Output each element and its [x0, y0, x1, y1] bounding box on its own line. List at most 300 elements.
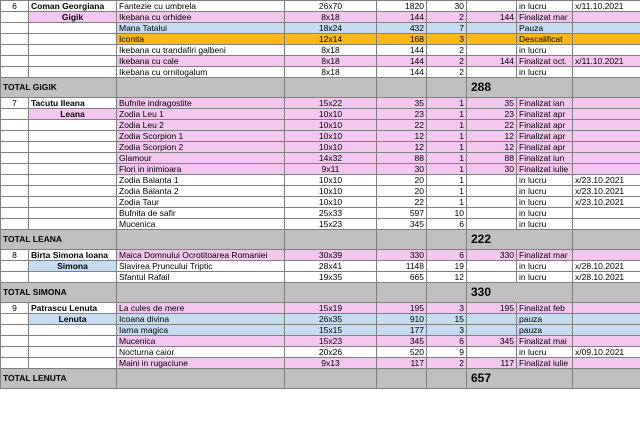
artist-name-empty[interactable] [29, 45, 117, 56]
size-cell[interactable]: 28x41 [285, 261, 377, 272]
size-cell[interactable]: 10x10 [285, 131, 377, 142]
row-index-empty[interactable] [1, 186, 29, 197]
row-index-empty[interactable] [1, 131, 29, 142]
artist-name[interactable]: Tacutu Ileana [29, 98, 117, 109]
date-cell[interactable] [573, 131, 640, 142]
quantity-cell[interactable]: 1 [427, 120, 467, 131]
quantity-cell[interactable]: 2 [427, 12, 467, 23]
size-cell[interactable]: 10x10 [285, 175, 377, 186]
size-cell[interactable]: 10x10 [285, 109, 377, 120]
value-cell[interactable]: 30 [467, 164, 517, 175]
status-cell[interactable]: Descalificat [517, 34, 573, 45]
total-empty-cell[interactable] [377, 283, 427, 303]
quantity-cell[interactable]: 1 [427, 98, 467, 109]
total-empty-cell[interactable] [427, 283, 467, 303]
status-cell[interactable]: Finalizat apr [517, 131, 573, 142]
size-cell[interactable]: 15x15 [285, 325, 377, 336]
artist-name-empty[interactable] [29, 208, 117, 219]
work-name-cell[interactable]: Zodia Leu 2 [117, 120, 285, 131]
points-cell[interactable]: 35 [377, 98, 427, 109]
date-cell[interactable] [573, 325, 640, 336]
row-index-empty[interactable] [1, 45, 29, 56]
work-name-cell[interactable]: Bufnite indragostite [117, 98, 285, 109]
total-empty-cell[interactable] [427, 230, 467, 250]
total-empty-cell[interactable] [427, 369, 467, 389]
date-cell[interactable]: x/28.10.2021 [573, 261, 640, 272]
table-row [1, 325, 640, 336]
date-cell[interactable]: x/28.10.2021 [573, 272, 640, 283]
row-index-empty[interactable] [1, 358, 29, 369]
value-cell[interactable]: 144 [467, 56, 517, 67]
value-cell[interactable]: 22 [467, 120, 517, 131]
total-empty-cell[interactable] [573, 283, 640, 303]
value-cell[interactable] [467, 219, 517, 230]
points-cell[interactable]: 1148 [377, 261, 427, 272]
value-cell[interactable] [467, 45, 517, 56]
total-row [1, 78, 640, 98]
quantity-cell[interactable]: 6 [427, 250, 467, 261]
date-cell[interactable] [573, 153, 640, 164]
quantity-cell[interactable]: 2 [427, 56, 467, 67]
size-cell[interactable]: 9x11 [285, 164, 377, 175]
work-name-cell[interactable]: Zodia Balanta 1 [117, 175, 285, 186]
table-row [1, 109, 640, 120]
size-cell[interactable]: 10x10 [285, 142, 377, 153]
points-cell[interactable]: 195 [377, 303, 427, 314]
table-row [1, 358, 640, 369]
size-cell[interactable]: 10x10 [285, 197, 377, 208]
status-cell[interactable]: Finalizat iulie [517, 358, 573, 369]
table-row [1, 12, 640, 23]
quantity-cell[interactable]: 1 [427, 197, 467, 208]
work-name-cell[interactable]: Iconita [117, 34, 285, 45]
quantity-cell[interactable]: 1 [427, 153, 467, 164]
artist-name-empty[interactable] [29, 120, 117, 131]
total-empty-cell[interactable] [427, 78, 467, 98]
points-cell[interactable]: 910 [377, 314, 427, 325]
work-name-cell[interactable]: Zodia Taur [117, 197, 285, 208]
work-name-cell[interactable]: Glamour [117, 153, 285, 164]
quantity-cell[interactable]: 2 [427, 67, 467, 78]
row-index-empty[interactable] [1, 23, 29, 34]
size-cell[interactable]: 9x13 [285, 358, 377, 369]
artist-name-empty[interactable] [29, 131, 117, 142]
work-name-cell[interactable]: Zodia Scorpion 2 [117, 142, 285, 153]
quantity-cell[interactable]: 1 [427, 142, 467, 153]
size-cell[interactable]: 8x18 [285, 56, 377, 67]
date-cell[interactable] [573, 314, 640, 325]
date-cell[interactable] [573, 109, 640, 120]
value-cell[interactable]: 144 [467, 12, 517, 23]
value-cell[interactable] [467, 272, 517, 283]
total-empty-cell[interactable] [285, 369, 377, 389]
row-index-empty[interactable] [1, 34, 29, 45]
table-row [1, 56, 640, 67]
artist-name[interactable]: Coman Georgiana [29, 1, 117, 12]
value-cell[interactable] [467, 325, 517, 336]
value-cell[interactable] [467, 347, 517, 358]
value-cell[interactable] [467, 34, 517, 45]
date-cell[interactable]: x/11.10.2021 [573, 1, 640, 12]
status-cell[interactable]: Finalizat ian [517, 98, 573, 109]
size-cell[interactable]: 15x23 [285, 336, 377, 347]
artist-name-empty[interactable] [29, 34, 117, 45]
quantity-cell[interactable]: 15 [427, 314, 467, 325]
row-index-empty[interactable] [1, 164, 29, 175]
points-cell[interactable]: 144 [377, 45, 427, 56]
status-cell[interactable]: Finalizat apr [517, 142, 573, 153]
points-cell[interactable]: 330 [377, 250, 427, 261]
points-cell[interactable]: 1820 [377, 1, 427, 12]
row-index[interactable]: 9 [1, 303, 29, 314]
status-cell[interactable]: in lucru [517, 67, 573, 78]
total-empty-cell[interactable] [117, 369, 285, 389]
artist-name-empty[interactable] [29, 358, 117, 369]
total-empty-cell[interactable] [573, 369, 640, 389]
total-empty-cell[interactable] [285, 78, 377, 98]
total-empty-cell[interactable] [285, 230, 377, 250]
date-cell[interactable] [573, 67, 640, 78]
work-name-cell[interactable]: Ikebana cu trandafiri galbeni [117, 45, 285, 56]
artist-name-empty[interactable] [29, 153, 117, 164]
value-cell[interactable] [467, 67, 517, 78]
total-label[interactable]: TOTAL GIGIK [1, 78, 117, 98]
value-cell[interactable] [467, 23, 517, 34]
points-cell[interactable]: 117 [377, 358, 427, 369]
date-cell[interactable] [573, 12, 640, 23]
value-cell[interactable]: 23 [467, 109, 517, 120]
status-cell[interactable]: pauza [517, 314, 573, 325]
status-cell[interactable]: Finalizat apr [517, 109, 573, 120]
total-row [1, 230, 640, 250]
row-index-empty[interactable] [1, 12, 29, 23]
work-name-cell[interactable]: Slavirea Pruncului Triptic [117, 261, 285, 272]
table-row [1, 142, 640, 153]
artist-short-name[interactable]: Gigik [29, 12, 117, 23]
date-cell[interactable] [573, 336, 640, 347]
size-cell[interactable]: 20x26 [285, 347, 377, 358]
date-cell[interactable]: x/23.10.2021 [573, 175, 640, 186]
total-empty-cell[interactable] [117, 78, 285, 98]
table-row [1, 23, 640, 34]
date-cell[interactable] [573, 98, 640, 109]
artist-name-empty[interactable] [29, 219, 117, 230]
date-cell[interactable] [573, 34, 640, 45]
total-empty-cell[interactable] [285, 283, 377, 303]
size-cell[interactable]: 8x18 [285, 45, 377, 56]
value-cell[interactable]: 88 [467, 153, 517, 164]
total-empty-cell[interactable] [117, 283, 285, 303]
quantity-cell[interactable]: 2 [427, 45, 467, 56]
total-label[interactable]: TOTAL SIMONA [1, 283, 117, 303]
artist-name-empty[interactable] [29, 23, 117, 34]
date-cell[interactable] [573, 164, 640, 175]
table-row [1, 186, 640, 197]
status-cell[interactable]: in lucru [517, 272, 573, 283]
table-row [1, 250, 640, 261]
quantity-cell[interactable]: 9 [427, 347, 467, 358]
work-name-cell[interactable]: Nocturna caior [117, 347, 285, 358]
points-cell[interactable]: 144 [377, 67, 427, 78]
points-cell[interactable]: 20 [377, 186, 427, 197]
total-row [1, 369, 640, 389]
size-cell[interactable]: 15x22 [285, 98, 377, 109]
total-label[interactable]: TOTAL LENUTA [1, 369, 117, 389]
quantity-cell[interactable]: 30 [427, 1, 467, 12]
artist-name-empty[interactable] [29, 197, 117, 208]
work-name-cell[interactable]: Maini in rugaciune [117, 358, 285, 369]
points-cell[interactable]: 345 [377, 336, 427, 347]
quantity-cell[interactable]: 3 [427, 34, 467, 45]
date-cell[interactable] [573, 208, 640, 219]
value-cell[interactable]: 330 [467, 250, 517, 261]
work-name-cell[interactable]: Zodia Leu 1 [117, 109, 285, 120]
points-cell[interactable]: 12 [377, 131, 427, 142]
quantity-cell[interactable]: 6 [427, 219, 467, 230]
row-index-empty[interactable] [1, 314, 29, 325]
status-cell[interactable]: in lucru [517, 347, 573, 358]
artist-name-empty[interactable] [29, 175, 117, 186]
value-cell[interactable] [467, 261, 517, 272]
size-cell[interactable]: 8x18 [285, 67, 377, 78]
work-name-cell[interactable]: Zodia Balanta 2 [117, 186, 285, 197]
points-cell[interactable]: 12 [377, 142, 427, 153]
artist-name-empty[interactable] [29, 336, 117, 347]
total-empty-cell[interactable] [573, 230, 640, 250]
date-cell[interactable] [573, 250, 640, 261]
total-empty-cell[interactable] [573, 78, 640, 98]
status-cell[interactable]: in lucru [517, 219, 573, 230]
size-cell[interactable]: 18x24 [285, 23, 377, 34]
status-cell[interactable]: Finalizat mar [517, 12, 573, 23]
quantity-cell[interactable]: 19 [427, 261, 467, 272]
quantity-cell[interactable]: 2 [427, 358, 467, 369]
value-cell[interactable] [467, 1, 517, 12]
work-name-cell[interactable]: Ikebana cu orhidee [117, 12, 285, 23]
table-row [1, 67, 640, 78]
quantity-cell[interactable]: 1 [427, 164, 467, 175]
row-index-empty[interactable] [1, 261, 29, 272]
size-cell[interactable]: 8x18 [285, 12, 377, 23]
work-name-cell[interactable]: Zodia Scorpion 1 [117, 131, 285, 142]
artist-short-name[interactable]: Leana [29, 109, 117, 120]
table-row [1, 303, 640, 314]
row-index[interactable]: 8 [1, 250, 29, 261]
date-cell[interactable] [573, 45, 640, 56]
row-index-empty[interactable] [1, 219, 29, 230]
row-index-empty[interactable] [1, 67, 29, 78]
value-cell[interactable]: 12 [467, 131, 517, 142]
points-cell[interactable]: 144 [377, 56, 427, 67]
value-cell[interactable] [467, 314, 517, 325]
quantity-cell[interactable]: 3 [427, 303, 467, 314]
quantity-cell[interactable]: 1 [427, 131, 467, 142]
quantity-cell[interactable]: 12 [427, 272, 467, 283]
status-cell[interactable]: Finalizat iulie [517, 164, 573, 175]
total-empty-cell[interactable] [377, 230, 427, 250]
quantity-cell[interactable]: 1 [427, 186, 467, 197]
size-cell[interactable]: 26x70 [285, 1, 377, 12]
date-cell[interactable] [573, 120, 640, 131]
size-cell[interactable]: 10x10 [285, 186, 377, 197]
table-row [1, 208, 640, 219]
date-cell[interactable]: x/11.10.2021 [573, 56, 640, 67]
status-cell[interactable]: Finalizat mai [517, 336, 573, 347]
status-cell[interactable]: in lucru [517, 261, 573, 272]
artist-name-empty[interactable] [29, 67, 117, 78]
status-cell[interactable]: Finalizat oct. [517, 56, 573, 67]
table-row [1, 153, 640, 164]
size-cell[interactable]: 12x14 [285, 34, 377, 45]
size-cell[interactable]: 26x35 [285, 314, 377, 325]
row-index-empty[interactable] [1, 56, 29, 67]
date-cell[interactable] [573, 219, 640, 230]
quantity-cell[interactable]: 6 [427, 336, 467, 347]
status-cell[interactable]: in lucru [517, 197, 573, 208]
points-cell[interactable]: 345 [377, 219, 427, 230]
points-cell[interactable]: 432 [377, 23, 427, 34]
quantity-cell[interactable]: 1 [427, 109, 467, 120]
size-cell[interactable]: 25x33 [285, 208, 377, 219]
row-index-empty[interactable] [1, 197, 29, 208]
total-value[interactable]: 330 [467, 283, 573, 303]
points-cell[interactable]: 22 [377, 197, 427, 208]
value-cell[interactable]: 345 [467, 336, 517, 347]
row-index[interactable]: 6 [1, 1, 29, 12]
artist-short-name[interactable]: Simona [29, 261, 117, 272]
artist-short-name[interactable]: Lenuta [29, 314, 117, 325]
points-cell[interactable]: 88 [377, 153, 427, 164]
points-cell[interactable]: 177 [377, 325, 427, 336]
points-cell[interactable]: 20 [377, 175, 427, 186]
points-cell[interactable]: 30 [377, 164, 427, 175]
points-cell[interactable]: 22 [377, 120, 427, 131]
value-cell[interactable] [467, 208, 517, 219]
row-index-empty[interactable] [1, 175, 29, 186]
status-cell[interactable]: in lucru [517, 175, 573, 186]
work-name-cell[interactable]: Flori in inimioara [117, 164, 285, 175]
total-value[interactable]: 657 [467, 369, 573, 389]
value-cell[interactable]: 195 [467, 303, 517, 314]
work-name-cell[interactable]: Bufnita de safir [117, 208, 285, 219]
work-name-cell[interactable]: La cules de mere [117, 303, 285, 314]
date-cell[interactable] [573, 23, 640, 34]
points-cell[interactable]: 168 [377, 34, 427, 45]
table-row [1, 34, 640, 45]
artist-name[interactable]: Birta Simona Ioana [29, 250, 117, 261]
points-cell[interactable]: 597 [377, 208, 427, 219]
spreadsheet-body [1, 1, 640, 389]
work-name-cell[interactable]: Ikebana cu ornitogalum [117, 67, 285, 78]
points-cell[interactable]: 520 [377, 347, 427, 358]
artist-name-empty[interactable] [29, 142, 117, 153]
artist-name-empty[interactable] [29, 325, 117, 336]
status-cell[interactable]: Finalizat apr [517, 120, 573, 131]
status-cell[interactable]: Pauza [517, 23, 573, 34]
total-empty-cell[interactable] [377, 369, 427, 389]
points-cell[interactable]: 144 [377, 12, 427, 23]
artist-name-empty[interactable] [29, 347, 117, 358]
table-row [1, 197, 640, 208]
row-index[interactable]: 7 [1, 98, 29, 109]
work-name-cell[interactable]: Mucenica [117, 336, 285, 347]
status-cell[interactable]: Finalizat mar [517, 250, 573, 261]
row-index-empty[interactable] [1, 142, 29, 153]
artist-name-empty[interactable] [29, 56, 117, 67]
work-name-cell[interactable]: Fantezie cu umbrela [117, 1, 285, 12]
value-cell[interactable] [467, 186, 517, 197]
date-cell[interactable]: x/09.10.2021 [573, 347, 640, 358]
status-cell[interactable]: in lucru [517, 208, 573, 219]
status-cell[interactable]: Finalizat iun [517, 153, 573, 164]
table-row [1, 120, 640, 131]
row-index-empty[interactable] [1, 347, 29, 358]
size-cell[interactable]: 15x23 [285, 219, 377, 230]
artist-name-empty[interactable] [29, 164, 117, 175]
work-name-cell[interactable]: Maica Domnului Ocrotitoarea Romaniei [117, 250, 285, 261]
quantity-cell[interactable]: 1 [427, 175, 467, 186]
work-name-cell[interactable]: Iarna magica [117, 325, 285, 336]
row-index-empty[interactable] [1, 208, 29, 219]
date-cell[interactable] [573, 142, 640, 153]
row-index-empty[interactable] [1, 109, 29, 120]
artist-name-empty[interactable] [29, 272, 117, 283]
status-cell[interactable]: Finalizat feb [517, 303, 573, 314]
date-cell[interactable]: x/23.10.2021 [573, 186, 640, 197]
total-empty-cell[interactable] [377, 78, 427, 98]
work-name-cell[interactable]: Icoana divina [117, 314, 285, 325]
work-name-cell[interactable]: Ikebana cu cale [117, 56, 285, 67]
total-value[interactable]: 288 [467, 78, 573, 98]
row-index-empty[interactable] [1, 325, 29, 336]
total-label[interactable]: TOTAL LEANA [1, 230, 117, 250]
value-cell[interactable] [467, 197, 517, 208]
value-cell[interactable]: 35 [467, 98, 517, 109]
work-name-cell[interactable]: Sfantul Rafail [117, 272, 285, 283]
status-cell[interactable]: in lucru [517, 45, 573, 56]
size-cell[interactable]: 10x10 [285, 120, 377, 131]
size-cell[interactable]: 19x35 [285, 272, 377, 283]
status-cell[interactable]: in lucru [517, 1, 573, 12]
row-index-empty[interactable] [1, 120, 29, 131]
size-cell[interactable]: 30x39 [285, 250, 377, 261]
status-cell[interactable]: in lucru [517, 186, 573, 197]
status-cell[interactable]: pauza [517, 325, 573, 336]
date-cell[interactable]: x/23.10.2021 [573, 197, 640, 208]
work-name-cell[interactable]: Mana Tatalui [117, 23, 285, 34]
row-index-empty[interactable] [1, 153, 29, 164]
quantity-cell[interactable]: 7 [427, 23, 467, 34]
total-empty-cell[interactable] [117, 230, 285, 250]
quantity-cell[interactable]: 10 [427, 208, 467, 219]
date-cell[interactable] [573, 303, 640, 314]
value-cell[interactable] [467, 175, 517, 186]
artist-name-empty[interactable] [29, 186, 117, 197]
artist-name[interactable]: Patrascu Lenuta [29, 303, 117, 314]
date-cell[interactable] [573, 358, 640, 369]
work-name-cell[interactable]: Mucenica [117, 219, 285, 230]
points-cell[interactable]: 23 [377, 109, 427, 120]
total-value[interactable]: 222 [467, 230, 573, 250]
value-cell[interactable]: 12 [467, 142, 517, 153]
points-cell[interactable]: 665 [377, 272, 427, 283]
row-index-empty[interactable] [1, 336, 29, 347]
quantity-cell[interactable]: 3 [427, 325, 467, 336]
size-cell[interactable]: 15x19 [285, 303, 377, 314]
value-cell[interactable]: 117 [467, 358, 517, 369]
size-cell[interactable]: 14x32 [285, 153, 377, 164]
row-index-empty[interactable] [1, 272, 29, 283]
